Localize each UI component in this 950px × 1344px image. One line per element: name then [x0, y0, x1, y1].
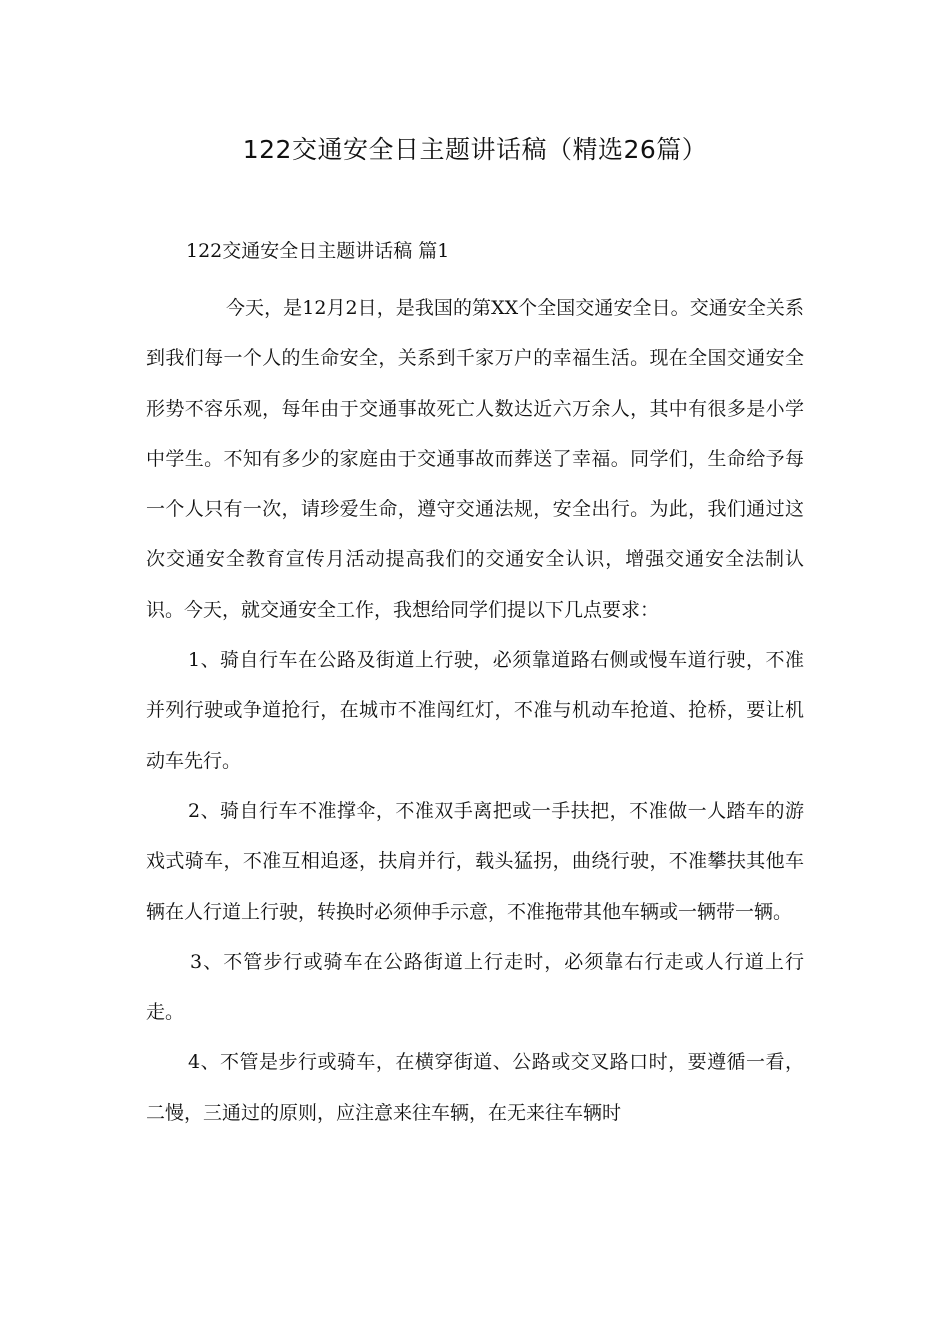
rule-paragraph-3: 3、不管步行或骑车在公路街道上行走时，必须靠右行走或人行道上行走。	[146, 950, 804, 1024]
rule-paragraph-1: 1、骑自行车在公路及街道上行驶，必须靠道路右侧或慢车道行驶，不准并列行驶或争道抢行，在城市不准闯红灯，不准与机动车抢道、抢桥，要让机动车先行。	[146, 649, 804, 772]
rule-paragraph-2: 2、骑自行车不准撑伞，不准双手离把或一手扶把，不准做一人踏车的游戏式骑车，不准互相追逐，扶肩并行，载头猛拐，曲绕行驶，不准攀扶其他车辆在人行道上行驶，转换时必须伸手示意，不准拖带其他车辆或一辆带一辆。	[146, 799, 804, 923]
rule-paragraph-4: 4、不管是步行或骑车，在横穿街道、公路或交叉路口时，要遵循一看，二慢，三通过的原则，应注意来往车辆，在无来往车辆时	[146, 1051, 804, 1124]
document-title: 122交通安全日主题讲话稿（精选26篇）	[242, 135, 708, 164]
document-body	[146, 283, 804, 1138]
intro-paragraph: 今天，是12月2日，是我国的第XX个全国交通安全日。交通安全关系到我们每一个人的生命安全，关系到千家万户的幸福生活。现在全国交通安全形势不容乐观，每年由于交通事故死亡人数达近六万余人，其中有很多是小学中学生。不知有多少的家庭由于交通事故而葬送了幸福。同学们，生命给予每一个人只有一次，请珍爱生命，遵守交通法规，安全出行。为此，我们通过这次交通安全教育宣传月活动提高我们的交通安全认识，增强交通安全法制认识。今天，就交通安全工作，我想给同学们提以下几点要求：	[146, 297, 804, 621]
section-heading: 122交通安全日主题讲话稿 篇1	[186, 240, 450, 262]
